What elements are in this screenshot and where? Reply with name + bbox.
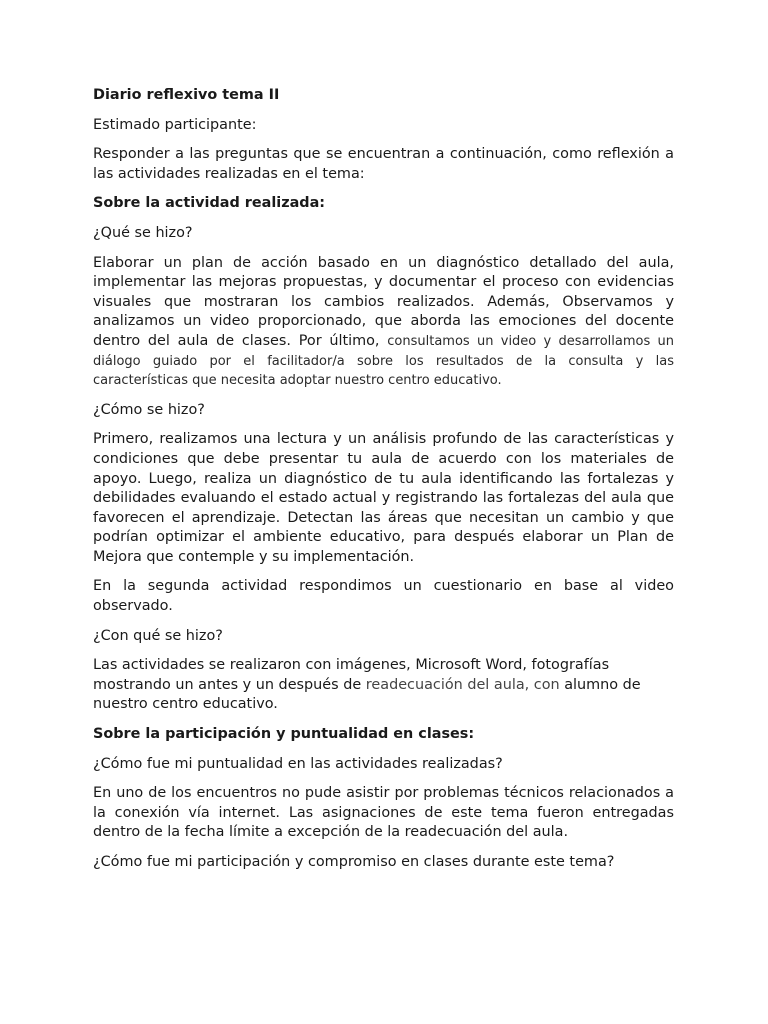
answer-what-small: consultamos un video y desarrollamos un diálogo guiado por el facilitador/a sobre los resultados de la consulta y las características que necesita adoptar nuestro centro educativo. <box>93 333 675 389</box>
answer-with-what <box>93 656 674 715</box>
question-participation: ¿Cómo fue mi participación y compromiso en clases durante este tema? <box>93 854 615 870</box>
answer-how-1: Primero, realizamos una lectura y un análisis profundo de las características y condiciones que debe presentar tu aula de acuerdo con los materiales de apoyo. Luego, realiza un diagnóstico de tu aula identificando las fortalezas y debilidades evaluando el estado actual y registrando las fortalezas del aula que favorecen el aprendizaje. Detectan las áreas que necesitan un cambio y que podrían optimizar el ambiente educativo, para después elaborar un Plan de Mejora que contemple y su implementación. <box>93 431 674 565</box>
answer-with-what-part1: Las actividades se realizaron con imágenes, Microsoft Word, fotografías mostrando un antes y un después de <box>93 657 610 693</box>
section-heading-activity: Sobre la actividad realizada: <box>93 195 326 212</box>
answer-with-what-part3: alumno de nuestro centro educativo. <box>93 676 641 713</box>
question-how: ¿Cómo se hizo? <box>93 401 205 418</box>
answer-punctuality: En uno de los encuentros no pude asistir por problemas técnicos relacionados a la conexión vía internet. Las asignaciones de este tema fueron entregadas dentro de la fecha límite a excepción de la readecuación del aula. <box>93 785 674 841</box>
greeting: Estimado participante: <box>93 116 257 133</box>
answer-what-main: Elaborar un plan de acción basado en un diagnóstico detallado del aula, implementar las mejoras propuestas, y documentar el proceso con evidencias visuales que mostraran los cambios realizados. Además, Observamos y analizamos un video proporcionado, que aborda las emociones del docente dentro del aula de clases. Por último, <box>93 254 674 349</box>
answer-with-what-part2: readecuación del aula, con <box>365 676 560 693</box>
document-page <box>93 86 674 883</box>
section-heading-participation: Sobre la participación y puntualidad en clases: <box>93 726 475 743</box>
question-with-what: ¿Con qué se hizo? <box>93 627 223 644</box>
question-what: ¿Qué se hizo? <box>93 224 193 241</box>
answer-how-2: En la segunda actividad respondimos un cuestionario en base al video observado. <box>93 578 674 615</box>
intro-paragraph: Responder a las preguntas que se encuentran a continuación, como reflexión a las actividades realizadas en el tema: <box>93 146 674 182</box>
answer-what <box>93 254 674 391</box>
document-title: Diario reflexivo tema II <box>93 87 280 103</box>
question-punctuality: ¿Cómo fue mi puntualidad en las actividades realizadas? <box>93 755 503 772</box>
